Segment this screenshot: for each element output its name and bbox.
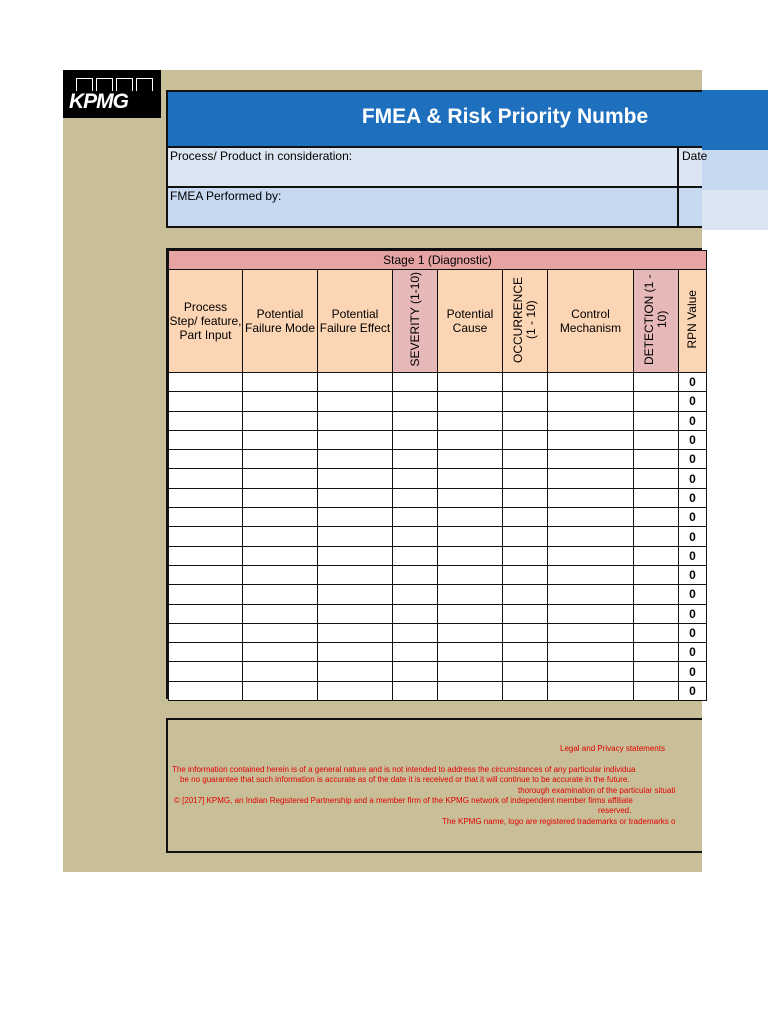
table-cell[interactable] bbox=[169, 681, 243, 700]
table-cell[interactable] bbox=[548, 565, 634, 584]
table-cell[interactable] bbox=[169, 585, 243, 604]
table-cell[interactable] bbox=[548, 604, 634, 623]
table-cell[interactable] bbox=[243, 623, 318, 642]
table-cell[interactable] bbox=[243, 373, 318, 392]
table-cell[interactable] bbox=[169, 488, 243, 507]
performed-field-overflow bbox=[702, 190, 768, 230]
table-cell[interactable] bbox=[393, 373, 438, 392]
table-cell[interactable] bbox=[548, 392, 634, 411]
legal-heading[interactable]: Legal and Privacy statements bbox=[560, 744, 665, 753]
rpn-cell[interactable]: 0 bbox=[679, 373, 707, 392]
fmea-table bbox=[166, 248, 702, 699]
table-row bbox=[169, 604, 707, 623]
table-cell[interactable] bbox=[243, 527, 318, 546]
performed-label: FMEA Performed by: bbox=[170, 189, 282, 203]
rpn-cell[interactable]: 0 bbox=[679, 488, 707, 507]
kpmg-logo bbox=[63, 70, 161, 118]
table-cell[interactable] bbox=[548, 681, 634, 700]
table-cell[interactable] bbox=[318, 450, 393, 469]
table-cell[interactable] bbox=[243, 411, 318, 430]
table-cell[interactable] bbox=[243, 488, 318, 507]
rpn-cell[interactable]: 0 bbox=[679, 585, 707, 604]
table-cell[interactable] bbox=[634, 565, 679, 584]
table-cell[interactable] bbox=[393, 392, 438, 411]
table-cell[interactable] bbox=[634, 392, 679, 411]
table-cell[interactable] bbox=[634, 450, 679, 469]
table-cell[interactable] bbox=[169, 662, 243, 681]
table-cell[interactable] bbox=[548, 488, 634, 507]
table-cell[interactable] bbox=[548, 430, 634, 449]
table-cell[interactable] bbox=[438, 527, 503, 546]
date-label: Date bbox=[682, 149, 708, 163]
table-cell[interactable] bbox=[393, 411, 438, 430]
table-cell[interactable] bbox=[503, 508, 548, 527]
table-cell[interactable] bbox=[548, 450, 634, 469]
table-cell[interactable] bbox=[318, 373, 393, 392]
table-row bbox=[169, 546, 707, 565]
table-cell[interactable] bbox=[169, 411, 243, 430]
rpn-cell[interactable]: 0 bbox=[679, 411, 707, 430]
table-cell[interactable] bbox=[318, 546, 393, 565]
table-cell[interactable] bbox=[503, 623, 548, 642]
table-cell[interactable] bbox=[503, 546, 548, 565]
table-cell[interactable] bbox=[438, 662, 503, 681]
table-cell[interactable] bbox=[169, 546, 243, 565]
table-cell[interactable] bbox=[243, 546, 318, 565]
process-row bbox=[166, 148, 708, 188]
table-cell[interactable] bbox=[318, 585, 393, 604]
table-cell[interactable] bbox=[548, 411, 634, 430]
legal-line-1: The information contained herein is of a general nature and is not intended to address the circumstances of any particular individua bbox=[172, 765, 636, 774]
rpn-cell[interactable]: 0 bbox=[679, 604, 707, 623]
table-row bbox=[169, 585, 707, 604]
table-cell[interactable] bbox=[393, 450, 438, 469]
table-row bbox=[169, 643, 707, 662]
table-row bbox=[169, 373, 707, 392]
legal-line-3: thorough examination of the particular situati bbox=[518, 786, 676, 795]
table-row bbox=[169, 662, 707, 681]
table-cell[interactable] bbox=[243, 565, 318, 584]
table-cell[interactable] bbox=[438, 373, 503, 392]
table-cell[interactable] bbox=[393, 430, 438, 449]
stage-header: Stage 1 (Diagnostic) bbox=[169, 251, 707, 270]
table-cell[interactable] bbox=[393, 508, 438, 527]
date-field-overflow bbox=[702, 150, 768, 190]
table-cell[interactable] bbox=[634, 585, 679, 604]
table-cell[interactable] bbox=[503, 392, 548, 411]
table-cell[interactable] bbox=[318, 411, 393, 430]
table-cell[interactable] bbox=[393, 546, 438, 565]
rpn-cell[interactable]: 0 bbox=[679, 662, 707, 681]
table-cell[interactable] bbox=[169, 450, 243, 469]
rpn-cell[interactable]: 0 bbox=[679, 623, 707, 642]
table-cell[interactable] bbox=[634, 546, 679, 565]
table-cell[interactable] bbox=[243, 604, 318, 623]
table-cell[interactable] bbox=[243, 662, 318, 681]
table-cell[interactable] bbox=[634, 430, 679, 449]
table-cell[interactable] bbox=[548, 585, 634, 604]
rpn-cell[interactable]: 0 bbox=[679, 508, 707, 527]
table-cell[interactable] bbox=[169, 527, 243, 546]
table-cell[interactable] bbox=[318, 469, 393, 488]
table-cell[interactable] bbox=[548, 508, 634, 527]
col-header-failure-mode: Potential Failure Mode bbox=[243, 270, 318, 373]
table-cell[interactable] bbox=[438, 469, 503, 488]
table-cell[interactable] bbox=[503, 450, 548, 469]
legal-line-6: The KPMG name, logo are registered trademarks or trademarks o bbox=[442, 817, 676, 826]
table-cell[interactable] bbox=[243, 469, 318, 488]
col-header-severity: SEVERITY (1-10) bbox=[393, 270, 438, 373]
table-cell[interactable] bbox=[438, 430, 503, 449]
rpn-cell[interactable]: 0 bbox=[679, 450, 707, 469]
rpn-cell[interactable]: 0 bbox=[679, 565, 707, 584]
table-cell[interactable] bbox=[393, 469, 438, 488]
table-cell[interactable] bbox=[318, 681, 393, 700]
table-cell[interactable] bbox=[503, 411, 548, 430]
table-cell[interactable] bbox=[503, 604, 548, 623]
table-cell[interactable] bbox=[634, 681, 679, 700]
legal-line-2: be no guarantee that such information is accurate as of the date it is received or that it will continue to be accurate in the future. bbox=[180, 775, 630, 784]
table-row bbox=[169, 565, 707, 584]
table-cell[interactable] bbox=[634, 469, 679, 488]
col-header-occurrence: OCCURRENCE (1 - 10) bbox=[503, 270, 548, 373]
table-cell[interactable] bbox=[318, 508, 393, 527]
table-cell[interactable] bbox=[438, 565, 503, 584]
table-cell[interactable] bbox=[438, 392, 503, 411]
table-cell[interactable] bbox=[438, 585, 503, 604]
table-cell[interactable] bbox=[393, 662, 438, 681]
col-header-detection: DETECTION (1 - 10) bbox=[634, 270, 679, 373]
table-cell[interactable] bbox=[169, 565, 243, 584]
table-cell[interactable] bbox=[243, 643, 318, 662]
col-header-failure-effect: Potential Failure Effect bbox=[318, 270, 393, 373]
table-cell[interactable] bbox=[503, 662, 548, 681]
table-cell[interactable] bbox=[318, 527, 393, 546]
table-cell[interactable] bbox=[634, 527, 679, 546]
process-label: Process/ Product in consideration: bbox=[170, 149, 353, 163]
rpn-cell[interactable]: 0 bbox=[679, 469, 707, 488]
table-cell[interactable] bbox=[393, 623, 438, 642]
table-cell[interactable] bbox=[243, 430, 318, 449]
table-cell[interactable] bbox=[548, 527, 634, 546]
table-row bbox=[169, 623, 707, 642]
table-cell[interactable] bbox=[243, 508, 318, 527]
table-row bbox=[169, 681, 707, 700]
table-cell[interactable] bbox=[548, 623, 634, 642]
table-cell[interactable] bbox=[318, 565, 393, 584]
table-cell[interactable] bbox=[169, 469, 243, 488]
legal-line-4: © [2017] KPMG, an Indian Registered Partnership and a member firm of the KPMG network of independent member firms affiliate bbox=[174, 796, 633, 805]
table-row bbox=[169, 527, 707, 546]
table-cell[interactable] bbox=[169, 508, 243, 527]
table-cell[interactable] bbox=[438, 681, 503, 700]
table-cell[interactable] bbox=[318, 662, 393, 681]
table-cell[interactable] bbox=[438, 508, 503, 527]
table-row bbox=[169, 392, 707, 411]
rpn-cell[interactable]: 0 bbox=[679, 527, 707, 546]
table-cell[interactable] bbox=[393, 565, 438, 584]
table-cell[interactable] bbox=[503, 681, 548, 700]
performed-row bbox=[166, 188, 702, 228]
table-cell[interactable] bbox=[503, 430, 548, 449]
rpn-cell[interactable]: 0 bbox=[679, 681, 707, 700]
table-cell[interactable] bbox=[243, 450, 318, 469]
table-cell[interactable] bbox=[503, 643, 548, 662]
table-cell[interactable] bbox=[548, 469, 634, 488]
page-title: FMEA & Risk Priority Numbe bbox=[361, 105, 649, 128]
table-cell[interactable] bbox=[393, 643, 438, 662]
table-cell[interactable] bbox=[243, 681, 318, 700]
table-cell[interactable] bbox=[318, 430, 393, 449]
table-cell[interactable] bbox=[169, 392, 243, 411]
table-cell[interactable] bbox=[438, 604, 503, 623]
table-cell[interactable] bbox=[393, 527, 438, 546]
table-cell[interactable] bbox=[438, 450, 503, 469]
table-cell[interactable] bbox=[503, 527, 548, 546]
rpn-cell[interactable]: 0 bbox=[679, 546, 707, 565]
table-cell[interactable] bbox=[393, 604, 438, 623]
table-cell[interactable] bbox=[243, 585, 318, 604]
table-cell[interactable] bbox=[318, 488, 393, 507]
table-cell[interactable] bbox=[438, 488, 503, 507]
table-cell[interactable] bbox=[634, 623, 679, 642]
table-cell[interactable] bbox=[393, 585, 438, 604]
table-cell[interactable] bbox=[503, 565, 548, 584]
title-bar-overflow bbox=[702, 90, 768, 150]
table-row bbox=[169, 469, 707, 488]
table-cell[interactable] bbox=[634, 508, 679, 527]
table-cell[interactable] bbox=[318, 604, 393, 623]
table-cell[interactable] bbox=[438, 623, 503, 642]
table-cell[interactable] bbox=[438, 411, 503, 430]
table-cell[interactable] bbox=[503, 585, 548, 604]
rpn-cell[interactable]: 0 bbox=[679, 430, 707, 449]
table-row bbox=[169, 488, 707, 507]
table-cell[interactable] bbox=[634, 604, 679, 623]
legal-line-5: reserved. bbox=[598, 806, 632, 815]
table-row bbox=[169, 430, 707, 449]
logo-text: KPMG bbox=[69, 90, 128, 113]
table-cell[interactable] bbox=[318, 623, 393, 642]
table-cell[interactable] bbox=[634, 373, 679, 392]
table-cell[interactable] bbox=[503, 488, 548, 507]
table-cell[interactable] bbox=[169, 373, 243, 392]
table-cell[interactable] bbox=[243, 392, 318, 411]
table-cell[interactable] bbox=[503, 373, 548, 392]
title-bar bbox=[166, 90, 702, 148]
table-cell[interactable] bbox=[548, 373, 634, 392]
table-row bbox=[169, 508, 707, 527]
col-header-control-mechanism: Control Mechanism bbox=[548, 270, 634, 373]
table-cell[interactable] bbox=[548, 643, 634, 662]
table-cell[interactable] bbox=[169, 623, 243, 642]
table-cell[interactable] bbox=[634, 662, 679, 681]
worksheet bbox=[63, 70, 708, 872]
rpn-cell[interactable]: 0 bbox=[679, 392, 707, 411]
col-header-process-step: Process Step/ feature, Part Input bbox=[169, 270, 243, 373]
table-cell[interactable] bbox=[503, 469, 548, 488]
table-cell[interactable] bbox=[634, 488, 679, 507]
col-header-potential-cause: Potential Cause bbox=[438, 270, 503, 373]
table-cell[interactable] bbox=[393, 488, 438, 507]
table-row bbox=[169, 450, 707, 469]
table-cell[interactable] bbox=[438, 643, 503, 662]
table-cell[interactable] bbox=[438, 546, 503, 565]
table-cell[interactable] bbox=[169, 604, 243, 623]
table-cell[interactable] bbox=[169, 643, 243, 662]
legal-notice bbox=[166, 718, 702, 853]
table-cell[interactable] bbox=[548, 546, 634, 565]
table-cell[interactable] bbox=[169, 430, 243, 449]
table-cell[interactable] bbox=[548, 662, 634, 681]
col-header-rpn: RPN Value bbox=[679, 270, 707, 373]
table-cell[interactable] bbox=[634, 411, 679, 430]
rpn-cell[interactable]: 0 bbox=[679, 643, 707, 662]
table-cell[interactable] bbox=[318, 643, 393, 662]
table-cell[interactable] bbox=[634, 643, 679, 662]
table-cell[interactable] bbox=[393, 681, 438, 700]
table-row bbox=[169, 411, 707, 430]
table-cell[interactable] bbox=[318, 392, 393, 411]
